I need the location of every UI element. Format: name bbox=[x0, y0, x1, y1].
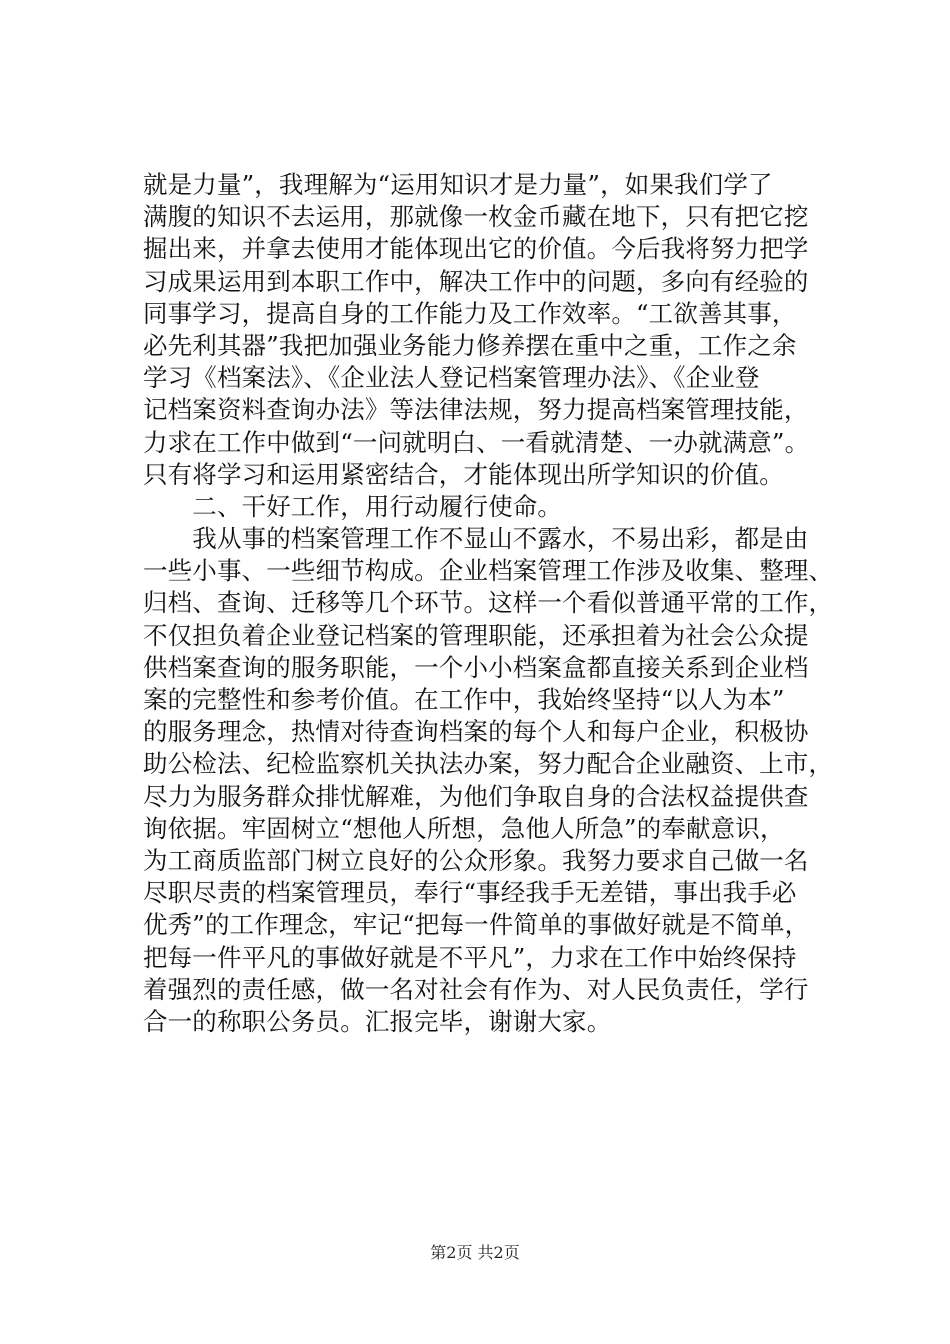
text-line: 优秀”的工作理念，牢记“把每一件简单的事做好就是不简单， bbox=[143, 910, 810, 940]
text-line: 同事学习，提高自身的工作能力及工作效率。“工欲善其事， bbox=[143, 298, 797, 328]
text-line: 着强烈的责任感，做一名对社会有作为、对人民负责任，学行 bbox=[143, 974, 809, 1004]
text-line: 归档、查询、迁移等几个环节。这样一个看似普通平常的工作， bbox=[143, 588, 834, 618]
text-line: 把每一件平凡的事做好就是不平凡”，力求在工作中始终保持 bbox=[143, 942, 797, 972]
text-line: 供档案查询的服务职能，一个小小档案盒都直接关系到企业档 bbox=[143, 652, 809, 682]
text-line: 我从事的档案管理工作不显山不露水，不易出彩，都是由 bbox=[143, 524, 809, 554]
text-line: 一些小事、一些细节构成。企业档案管理工作涉及收集、整理、 bbox=[143, 556, 834, 586]
text-line: 力求在工作中做到“一问就明白、一看就清楚、一办就满意”。 bbox=[143, 427, 810, 457]
page-footer bbox=[0, 1242, 950, 1264]
text-line: 案的完整性和参考价值。在工作中，我始终坚持“以人为本” bbox=[143, 685, 785, 714]
text-line: 助公检法、纪检监察机关执法办案，努力配合企业融资、上市， bbox=[143, 749, 834, 779]
page-number: 第2页 共2页 bbox=[430, 1243, 520, 1262]
text-line: 满腹的知识不去运用，那就像一枚金币藏在地下，只有把它挖 bbox=[143, 202, 809, 232]
text-line: 尽力为服务群众排忧解难，为他们争取自身的合法权益提供查 bbox=[143, 781, 809, 811]
text-line: 就是力量”，我理解为“运用知识才是力量”，如果我们学了 bbox=[143, 170, 773, 199]
text-line: 合一的称职公务员。汇报完毕，谢谢大家。 bbox=[143, 1006, 612, 1036]
text-line: 必先利其器”我把加强业务能力修养摆在重中之重，工作之余 bbox=[143, 330, 797, 360]
section-heading: 二、干好工作，用行动履行使命。 bbox=[143, 491, 563, 521]
text-line: 尽职尽责的档案管理员，奉行“事经我手无差错，事出我手必 bbox=[143, 878, 797, 908]
text-line: 为工商质监部门树立良好的公众形象。我努力要求自己做一名 bbox=[143, 845, 809, 875]
text-line: 询依据。牢固树立“想他人所想，急他人所急”的奉献意识， bbox=[143, 813, 785, 843]
text-line: 只有将学习和运用紧密结合，才能体现出所学知识的价值。 bbox=[143, 459, 784, 489]
text-line: 学习《档案法》、《企业法人登记档案管理办法》、《企业登 bbox=[143, 363, 760, 393]
text-line: 掘出来，并拿去使用才能体现出它的价值。今后我将努力把学 bbox=[143, 234, 809, 264]
text-line: 不仅担负着企业登记档案的管理职能，还承担着为社会公众提 bbox=[143, 620, 809, 650]
text-line: 记档案资料查询办法》等法律法规，努力提高档案管理技能， bbox=[143, 395, 809, 425]
text-line: 习成果运用到本职工作中，解决工作中的问题，多向有经验的 bbox=[143, 266, 809, 296]
text-line: 的服务理念，热情对待查询档案的每个人和每户企业，积极协 bbox=[143, 717, 809, 747]
body-text bbox=[143, 169, 834, 1038]
